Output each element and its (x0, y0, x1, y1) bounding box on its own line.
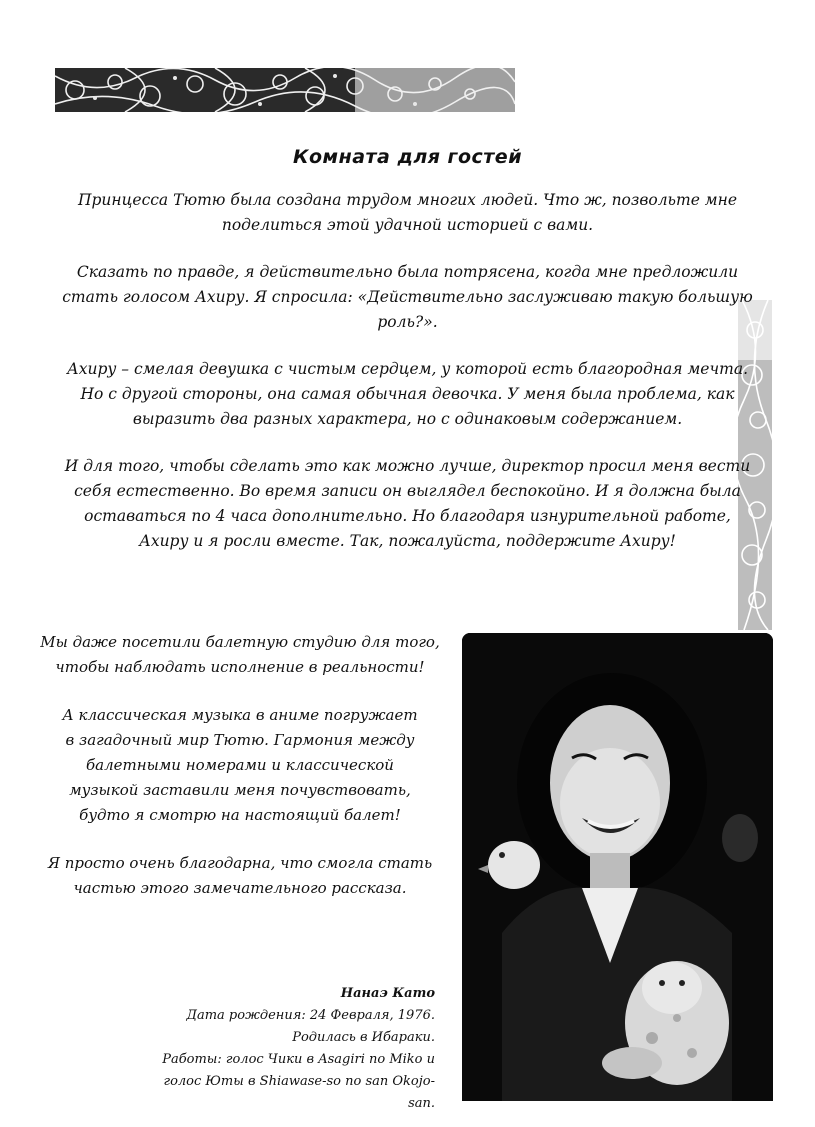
author-name: Нанаэ Като (340, 986, 435, 1001)
side-text (40, 630, 440, 924)
side-paragraph (40, 630, 440, 680)
side-line: балетными номерами и классической (86, 756, 394, 774)
author-info-line: Дата рождения: 24 Февраля, 1976. (186, 1008, 435, 1023)
author-photo (462, 633, 773, 1101)
intro-paragraph: Ахиру – смелая девушка с чистым сердцем, у которой есть благородная мечта. Но с другой стороны, она самая обычная девочка. У меня была проблема, как выразить два разных характера, но с одинаковым содержанием. (66, 360, 748, 428)
intro-paragraph: Сказать по правде, я действительно была потрясена, когда мне предложили стать голосом Ахиру. Я спросила: «Действительно заслуживаю такую большую роль?». (62, 263, 753, 331)
side-line: чтобы наблюдать исполнение в реальности! (55, 658, 425, 676)
author-info-line: Работы: голос Чики в Asagiri no Miko и (162, 1052, 435, 1067)
intro-paragraph: И для того, чтобы сделать это как можно лучше, директор просил меня вести себя естественно. Во время записи он выглядел беспокойно. И я должна была оставаться по 4 часа дополнительно. Но благодаря изнурительной работе, Ахиру и я росли вместе. Так, пожалуйста, поддержите Ахиру! (64, 457, 751, 550)
page-title: Комната для гостей (292, 146, 523, 168)
side-paragraph (40, 851, 440, 901)
side-line: будто я смотрю на настоящий балет! (79, 806, 401, 824)
side-line: А классическая музыка в аниме погружает (62, 706, 418, 724)
intro-paragraph: Принцесса Тютю была создана трудом многих людей. Что ж, позвольте мне поделиться этой удачной историей с вами. (77, 191, 738, 234)
lace-border-top (55, 68, 515, 112)
side-line: Мы даже посетили балетную студию для того, (40, 633, 440, 651)
author-signature (150, 983, 435, 1115)
author-info-line: Родилась в Ибараки. (292, 1030, 435, 1045)
author-info-line: голос Юты в Shiawase-so no san Okojo-san. (163, 1074, 435, 1111)
side-line: частью этого замечательного рассказа. (73, 879, 407, 897)
side-line: Я просто очень благодарна, что смогла стать (47, 854, 433, 872)
side-line: музыкой заставили меня почувствовать, (69, 781, 411, 799)
side-paragraph (40, 703, 440, 828)
intro-text (60, 188, 755, 576)
portrait-illustration (462, 633, 773, 1101)
side-line: в загадочный мир Тютю. Гармония между (65, 731, 415, 749)
